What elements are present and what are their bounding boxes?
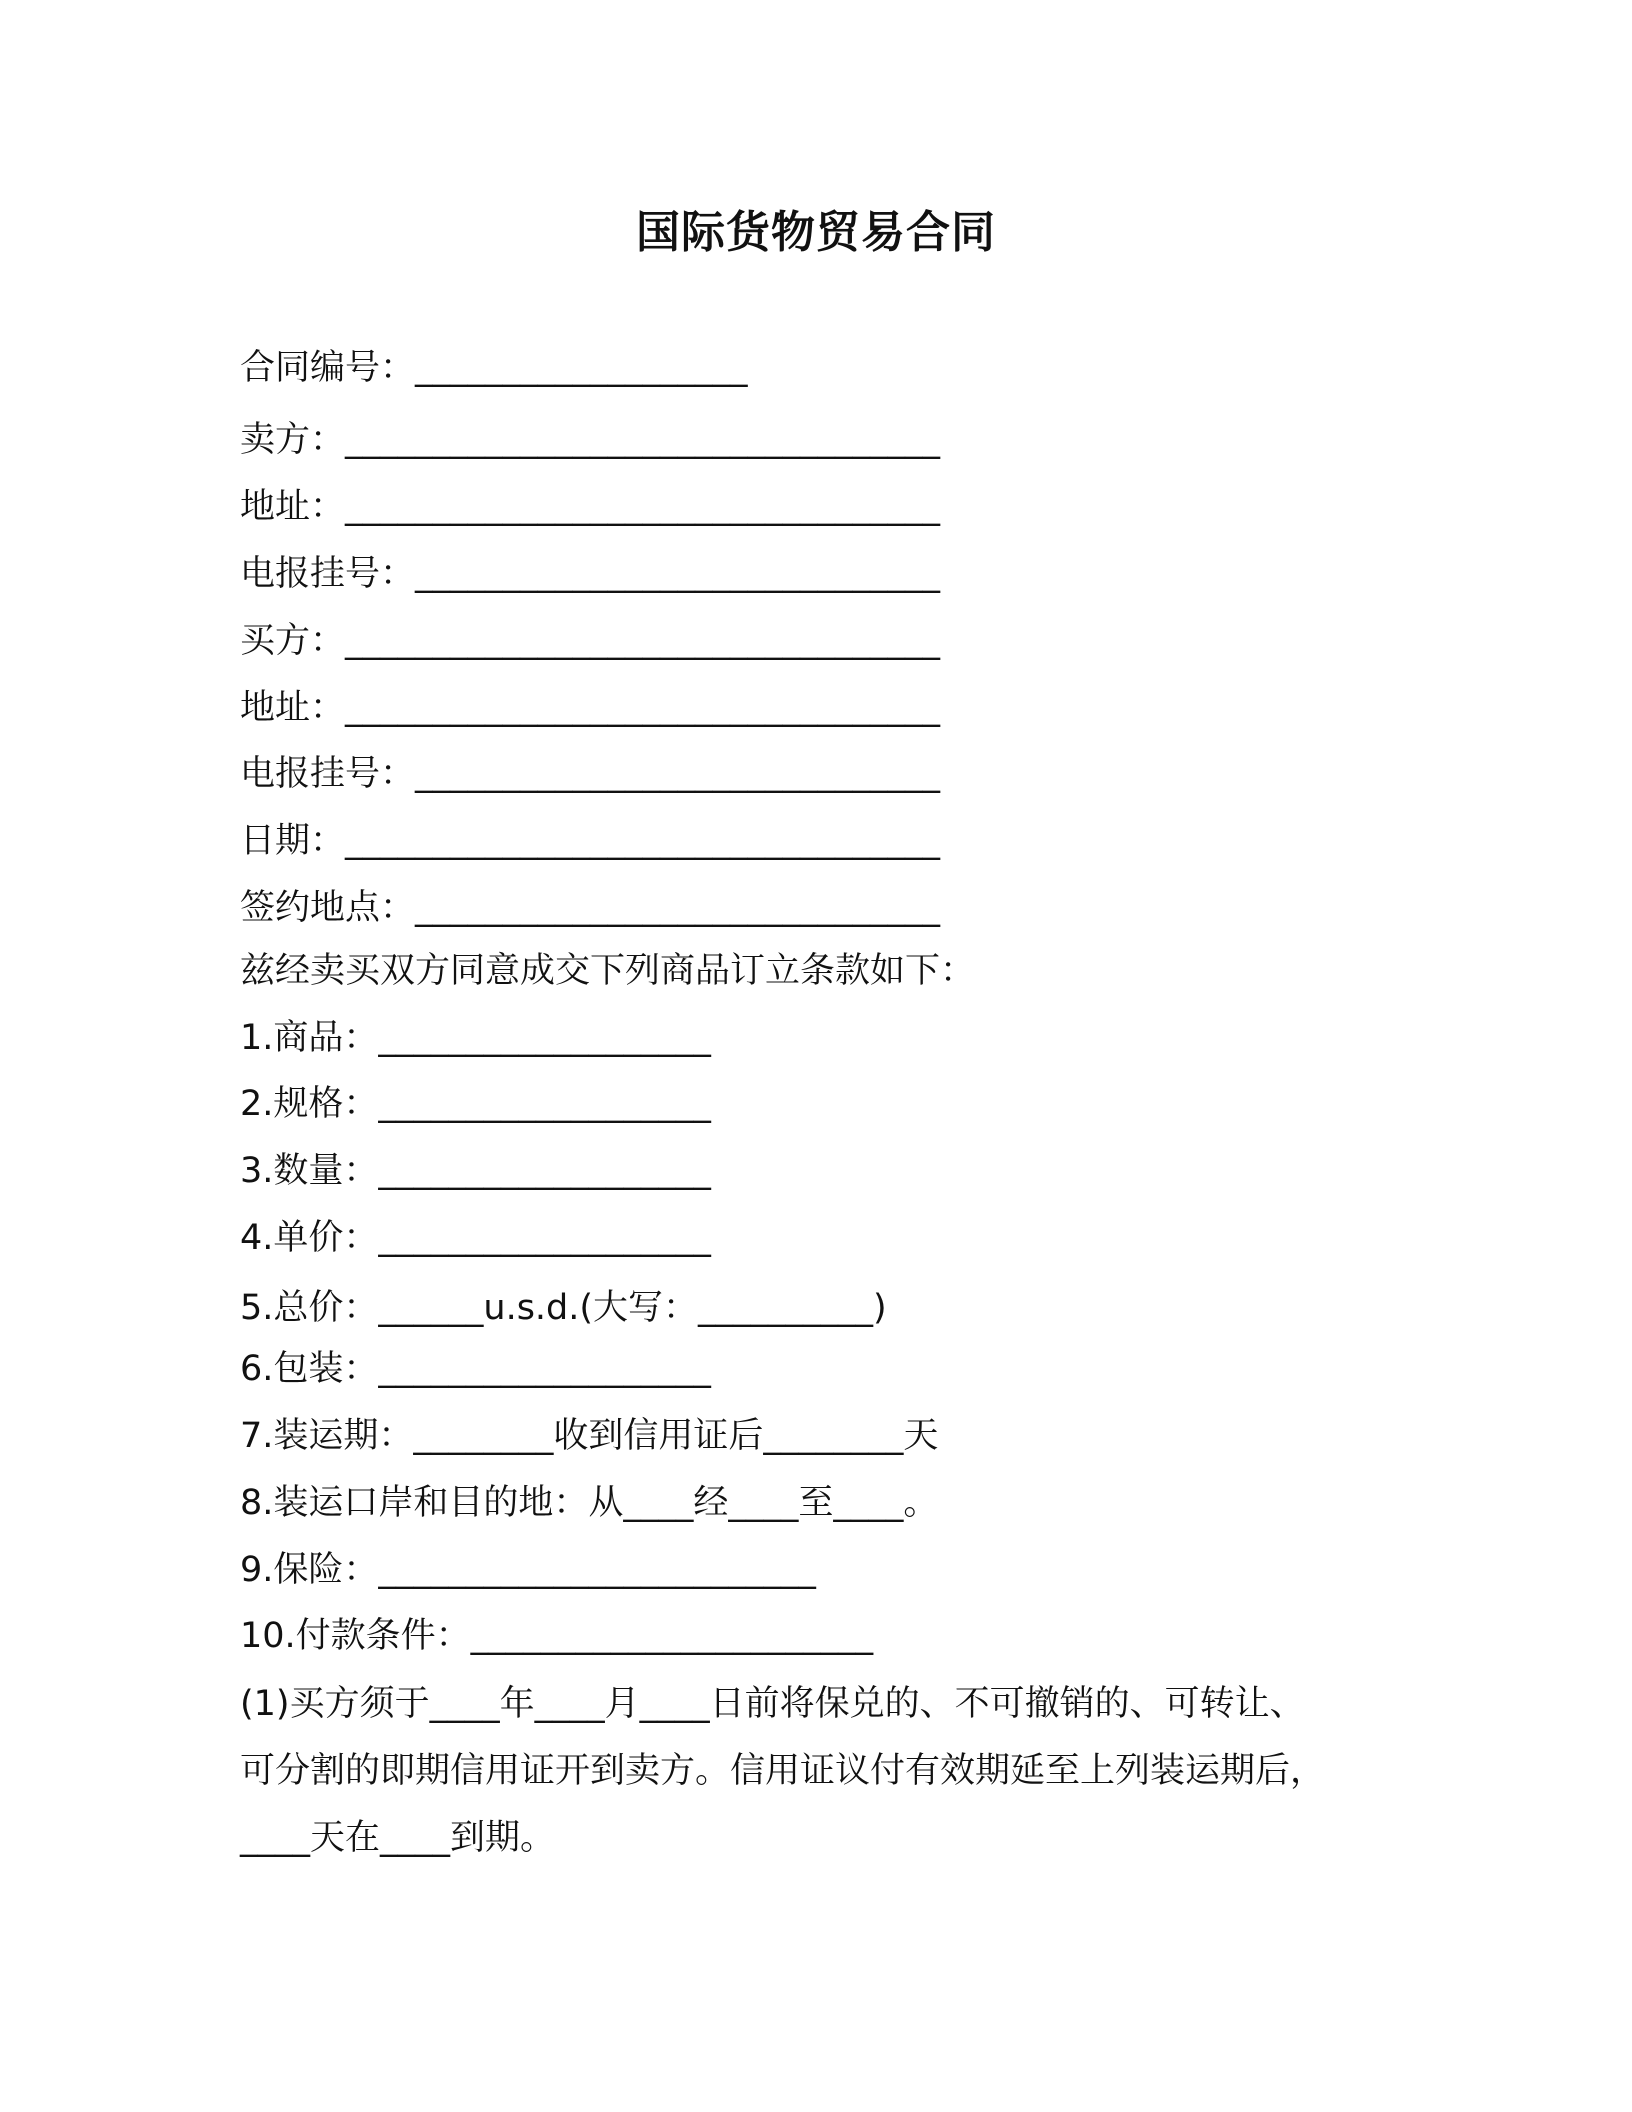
field-buyer-cable: 电报挂号：______________________________ <box>240 754 941 794</box>
clause-10-payment: 10.付款条件：_______________________ <box>240 1616 874 1656</box>
intro-text: 兹经卖买双方同意成交下列商品订立条款如下： <box>240 951 976 991</box>
clause-4-unit-price: 4.单价：___________________ <box>240 1218 711 1258</box>
field-signing-place: 签约地点：______________________________ <box>240 888 941 928</box>
payment-term-1-line-3: ____天在____到期。 <box>240 1818 556 1858</box>
field-date: 日期：__________________________________ <box>240 821 941 861</box>
field-buyer: 买方：__________________________________ <box>240 621 941 661</box>
clause-6-packing: 6.包装：___________________ <box>240 1349 711 1389</box>
field-seller-cable: 电报挂号：______________________________ <box>240 554 941 594</box>
page-title: 国际货物贸易合同 <box>636 207 996 258</box>
clause-5-total-price: 5.总价：______u.s.d.(大写：__________) <box>240 1288 887 1328</box>
field-buyer-address: 地址：__________________________________ <box>240 688 941 728</box>
field-seller: 卖方：__________________________________ <box>240 420 941 460</box>
payment-term-1-line-2: 可分割的即期信用证开到卖方。信用证议付有效期延至上列装运期后， <box>240 1751 1326 1791</box>
clause-9-insurance: 9.保险：_________________________ <box>240 1550 816 1590</box>
clause-8-ports: 8.装运口岸和目的地：从____经____至____。 <box>240 1483 939 1523</box>
field-contract-number: 合同编号：___________________ <box>240 348 748 388</box>
clause-7-shipment: 7.装运期：________收到信用证后________天 <box>240 1416 939 1456</box>
payment-term-1-line-1: (1)买方须于____年____月____日前将保兑的、不可撤销的、可转让、 <box>240 1684 1305 1724</box>
clause-1-commodity: 1.商品：___________________ <box>240 1018 711 1058</box>
clause-2-specification: 2.规格：___________________ <box>240 1084 711 1124</box>
clause-3-quantity: 3.数量：___________________ <box>240 1151 711 1191</box>
field-seller-address: 地址：__________________________________ <box>240 487 941 527</box>
